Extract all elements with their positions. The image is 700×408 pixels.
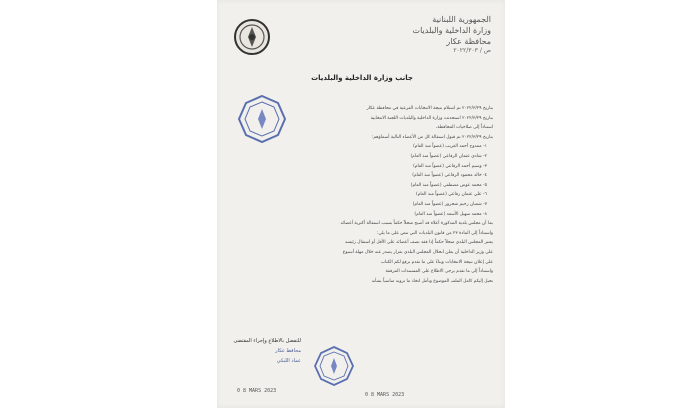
document-page bbox=[217, 0, 505, 408]
body-line: بما أن مجلس بلدية المذكورة أعلاه قد أصبح منحلاً حكماً بسبب استقالة أكثرية أعضائه bbox=[340, 221, 493, 227]
body-line: بتاريخ ٢٠٢٢/٣/٢٩ تم استلام نتيجة الانتخابات الفرعية في محافظة عكار bbox=[366, 106, 493, 111]
member-item: ٥- محمد عوض مصطفى (عضواً منذ العام) bbox=[410, 182, 487, 188]
official-stamp bbox=[237, 94, 287, 144]
governorate-line: محافظة عكار bbox=[446, 37, 491, 46]
signatory-name: عماد اللبكي bbox=[276, 358, 301, 364]
body-line: نحيل إليكم كامل الملف الموضوع ونأمل اتخاذ ما ترونه مناسباً بشأنه bbox=[371, 278, 493, 284]
body-line: بتاريخ ٢٠٢٢/٣/٢٩ تم قبول استقالة كل من الأعضاء التالية أسماؤهم: bbox=[371, 134, 493, 140]
member-item: ٦- علي عثمان رفاعي (عضواً منذ العام) bbox=[416, 192, 487, 198]
letterhead bbox=[381, 14, 491, 54]
body-line: واستناداً إلى ما تقدم يرجى الاطلاع على المستندات المرفقة bbox=[385, 269, 493, 275]
member-item: ٣- وسيم أحمد الرفاعي (عضواً منذ العام) bbox=[413, 163, 487, 169]
body-line: استناداً إلى صلاحيات المحافظة، bbox=[435, 125, 493, 131]
body-line: واستناداً إلى المادة ٢٣ من قانون البلديات التي تنص على ما يلي: bbox=[376, 230, 493, 236]
republic-emblem bbox=[233, 18, 271, 56]
ministry-line: وزارة الداخلية والبلديات bbox=[412, 26, 491, 35]
closing-phrase: للتفضل بالاطلاع وإجراء المقتضى bbox=[233, 338, 301, 344]
member-item: ٨- محمد سهيل الأسعد (عضواً منذ العام) bbox=[414, 211, 487, 217]
member-item: ٧- شعبان رحيم شحرور (عضواً منذ العام) bbox=[412, 201, 487, 207]
body-line: يعتبر المجلس البلدي منحلاً حكماً إذا فقد نصف أعضائه على الأقل أو استقال رئيسه bbox=[344, 240, 493, 246]
member-item: ٢- شادي عثمان الرفاعي (عضواً منذ العام) bbox=[410, 153, 487, 159]
signatory-title: محافظ عكار bbox=[275, 348, 301, 354]
official-stamp bbox=[313, 345, 355, 387]
body-line: على إعلان نتيجة الانتخابات وبناءً على ما تقدم نرفع لكم الكتاب bbox=[380, 259, 493, 265]
document-title: جانب وزارة الداخلية والبلديات bbox=[311, 74, 413, 82]
date-stamp: 0 8 MARS 2023 bbox=[237, 388, 277, 394]
member-item: ٤- خالد محمود الرفاعي (عضواً منذ العام) bbox=[412, 173, 487, 179]
member-item: ١- ممدوح أحمد الغريب (عضواً منذ العام) bbox=[413, 144, 487, 150]
republic-line: الجمهورية اللبنانية bbox=[432, 15, 491, 24]
body-line: على وزير الداخلية أن يعلن انحلال المجلس البلدي بقرار يصدر عنه خلال مهلة أسبوع bbox=[342, 249, 493, 255]
date-stamp: 0 8 MARS 2023 bbox=[365, 392, 405, 398]
reference-number: ص / ٢٠٢٢/٣٠٣ bbox=[453, 47, 491, 54]
letter-body bbox=[283, 104, 493, 286]
signature-block bbox=[223, 336, 301, 366]
body-line: بتاريخ ٢٠٢٢/٣/٢٩ استحدثت وزارة الداخلية والبلديات اللجنة الانتخابية bbox=[370, 115, 493, 121]
